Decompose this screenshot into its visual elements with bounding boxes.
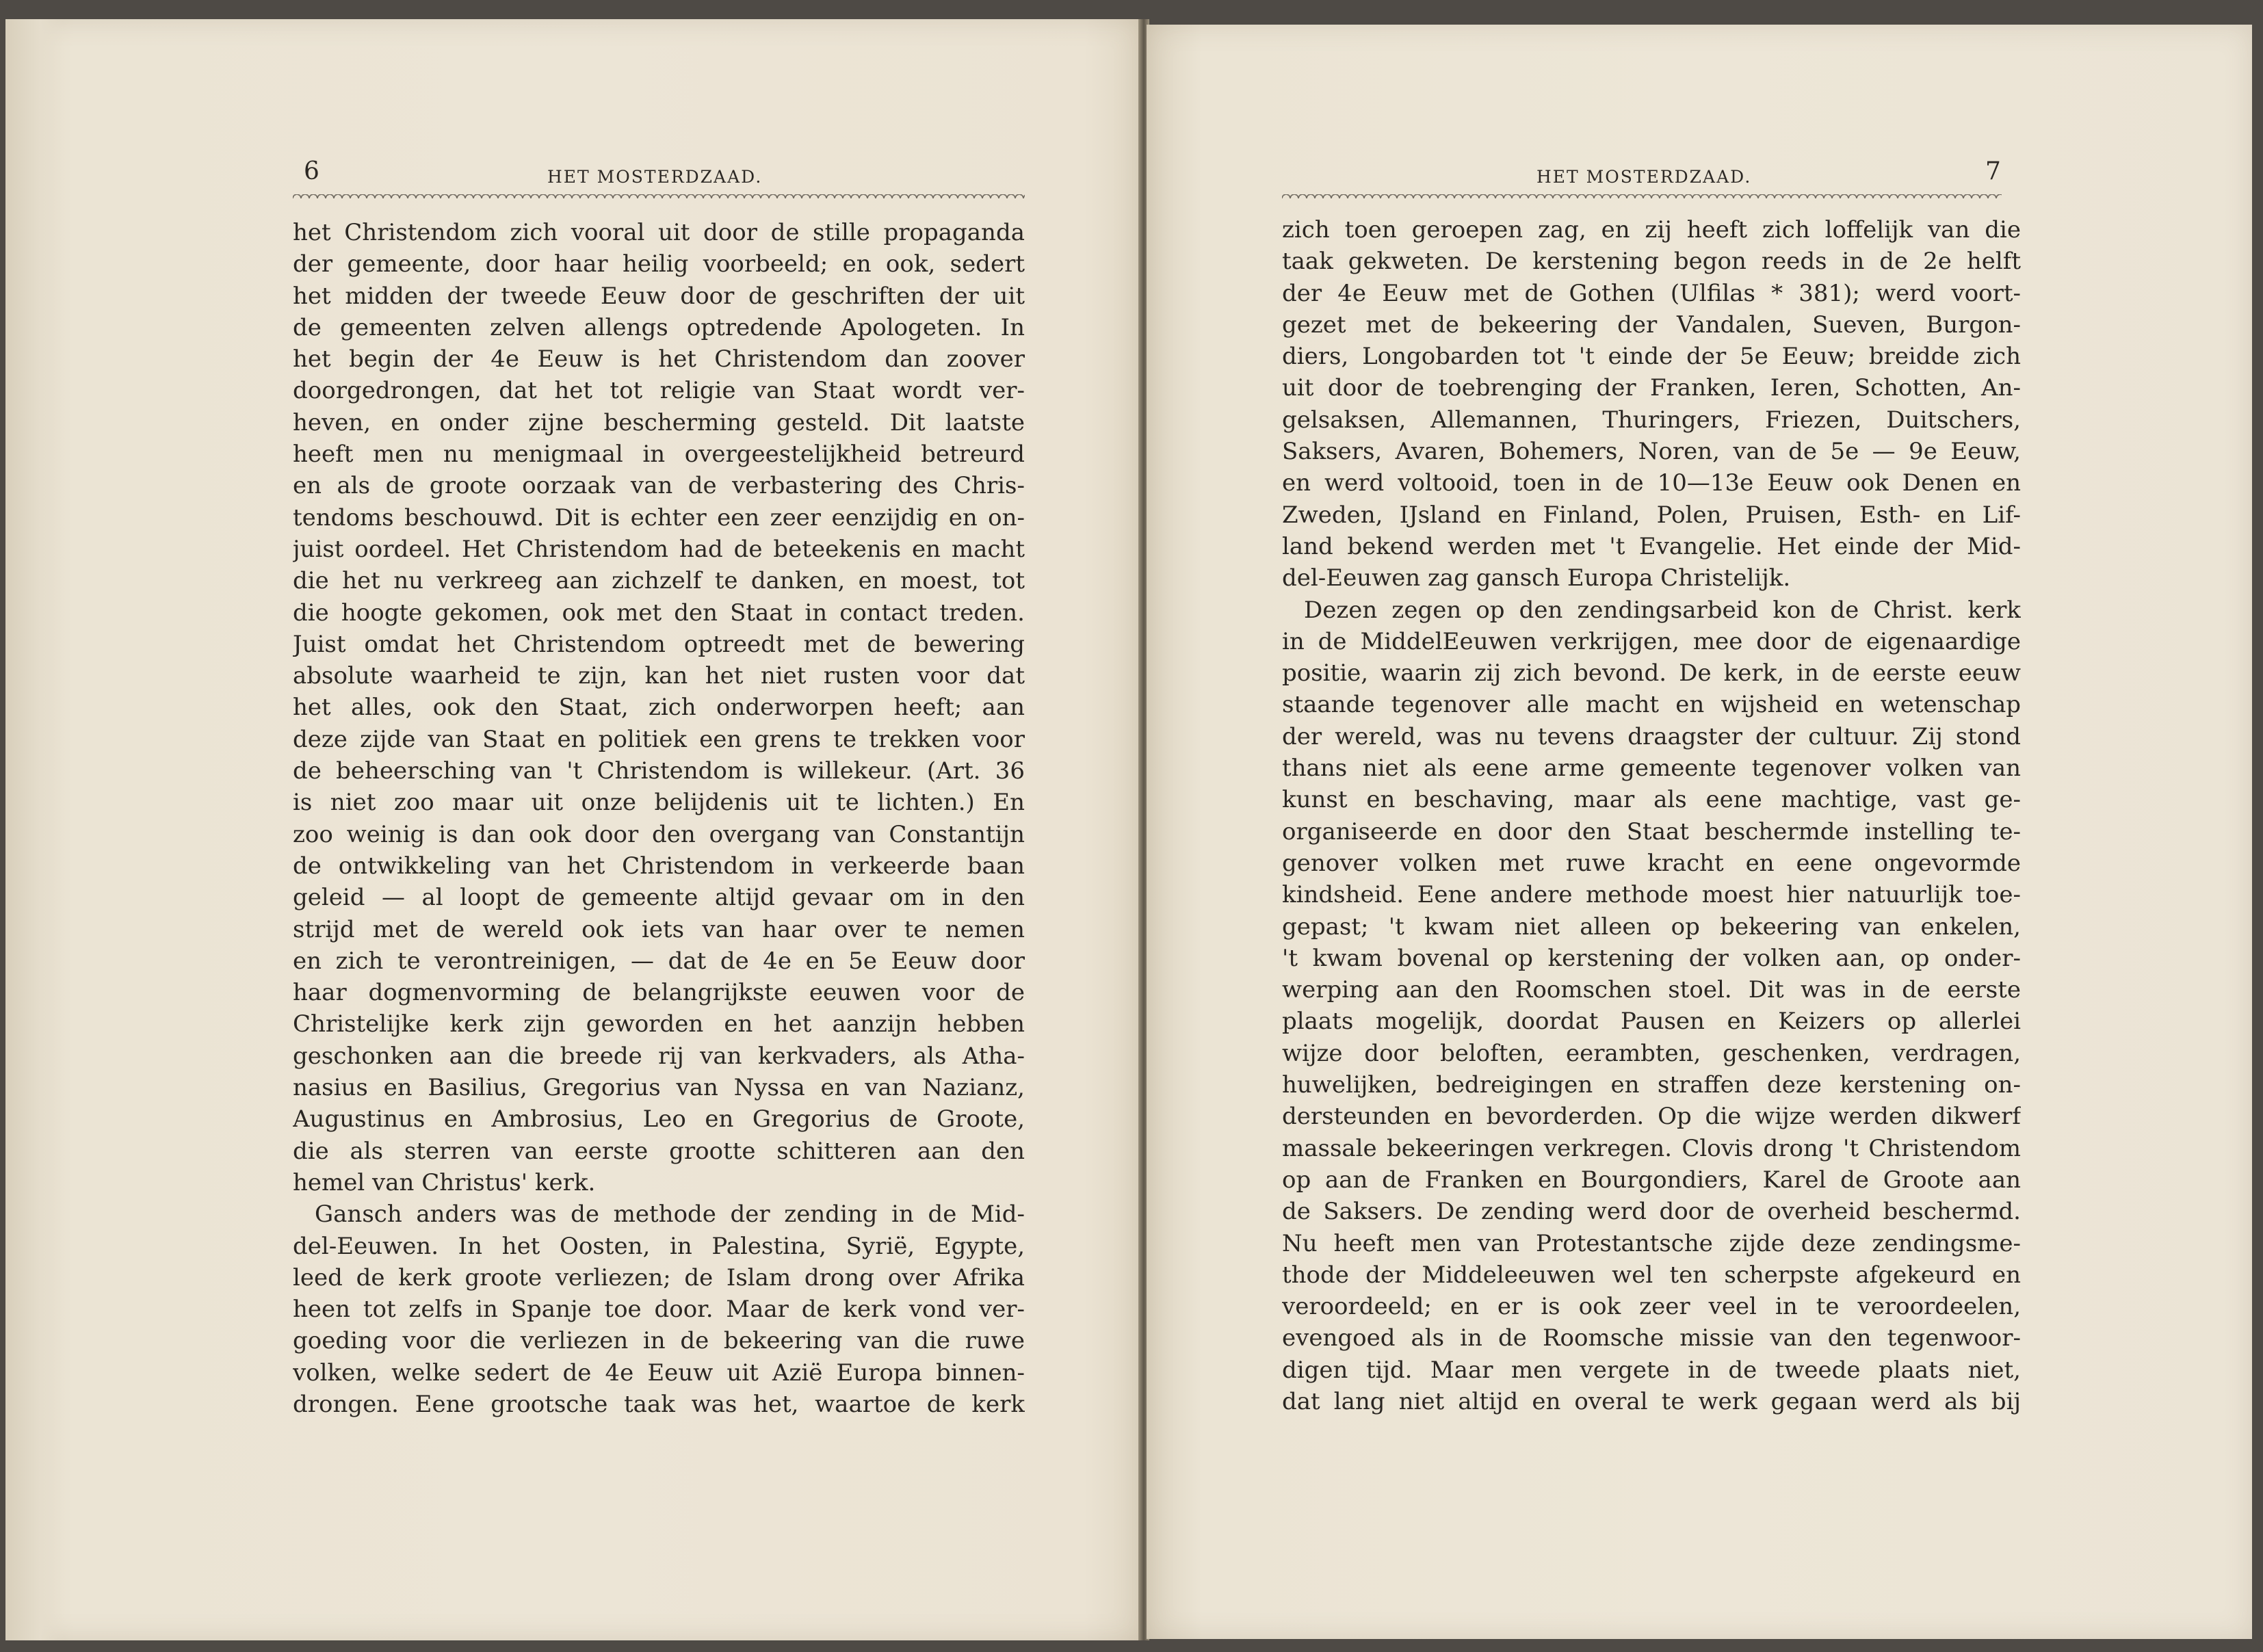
left-page-text — [293, 217, 1025, 1420]
text-line: haar dogmenvorming de belangrijkste eeuwen voor de — [293, 979, 1025, 1007]
text-line: goeding voor die verliezen in de bekeering van die ruwe — [293, 1327, 1025, 1355]
text-line: de ontwikkeling van het Christendom in verkeerde baan — [293, 852, 1025, 880]
text-line: thode der Middeleeuwen wel ten scherpste afgekeurd en — [1282, 1261, 2021, 1289]
text-line: thans niet als eene arme gemeente tegenover volken van — [1282, 755, 2021, 783]
text-line: absolute waarheid te zijn, kan het niet rusten voor dat — [293, 662, 1025, 690]
text-line: deze zijde van Staat en politiek een grens te trekken voor — [293, 725, 1025, 753]
text-line: nasius en Basilius, Gregorius van Nyssa en van Nazianz, — [293, 1074, 1025, 1102]
text-line: gelsaksen, Allemannen, Thuringers, Friezen, Duitschers, — [1282, 406, 2021, 434]
text-line: het Christendom zich vooral uit door de stille propaganda — [293, 219, 1025, 246]
text-line: Dezen zegen op den zendingsarbeid kon de Christ. kerk — [1304, 596, 2021, 624]
right-page-number: 7 — [1985, 157, 2001, 185]
text-line: uit door de toebrenging der Franken, Ieren, Schotten, An- — [1282, 374, 2021, 402]
text-line: veroordeeld; en er is ook zeer veel in te veroordeelen, — [1282, 1293, 2021, 1321]
text-line: en als de groote oorzaak van de verbastering des Chris- — [293, 472, 1025, 500]
text-line: Nu heeft men van Protestantsche zijde deze zendingsme- — [1282, 1229, 2021, 1257]
text-line: het alles, ook den Staat, zich onderworpen heeft; aan — [293, 694, 1025, 722]
text-line: de Saksers. De zending werd door de overheid beschermd. — [1282, 1198, 2021, 1226]
text-line: Juist omdat het Christendom optreedt met de bewering — [293, 630, 1025, 658]
text-line: massale bekeeringen verkregen. Clovis drong 't Christendom — [1282, 1134, 2021, 1162]
text-line: gepast; 't kwam niet alleen op bekeering van enkelen, — [1282, 913, 2021, 941]
text-line: de gemeenten zelven allengs optredende Apologeten. In — [293, 313, 1025, 341]
text-line: del-Eeuwen. In het Oosten, in Palestina, Syrië, Egypte, — [293, 1232, 1025, 1260]
text-line: kunst en beschaving, maar als eene machtige, vast ge- — [1282, 786, 2021, 814]
right-running-head: HET MOSTERDZAAD. — [1536, 167, 1752, 187]
text-line: dersteunden en bevorderden. Op die wijze werden dikwerf — [1282, 1103, 2021, 1131]
text-line: digen tijd. Maar men vergete in de tweede plaats niet, — [1282, 1356, 2021, 1384]
text-line: drongen. Eene grootsche taak was het, waartoe de kerk — [293, 1390, 1025, 1418]
text-line: heven, en onder zijne bescherming gesteld. Dit laatste — [293, 408, 1025, 436]
text-line: geleid — al loopt de gemeente altijd gevaar om in den — [293, 884, 1025, 912]
text-line: huwelijken, bedreigingen en straffen deze kerstening on- — [1282, 1071, 2021, 1099]
text-line: het midden der tweede Eeuw door de geschriften der uit — [293, 282, 1025, 310]
text-line: tendoms beschouwd. Dit is echter een zeer eenzijdig en on- — [293, 503, 1025, 532]
page-edge-shadow — [5, 19, 64, 1640]
text-line: land bekend werden met 't Evangelie. Het einde der Mid- — [1282, 532, 2021, 560]
text-line: geschonken aan die breede rij van kerkvaders, als Atha- — [293, 1042, 1025, 1070]
text-line: genover volken met ruwe kracht en eene ongevormde — [1282, 849, 2021, 877]
text-line: organiseerde en door den Staat beschermde instelling te- — [1282, 817, 2021, 845]
text-line: zich toen geroepen zag, en zij heeft zich loffelijk van die — [1282, 216, 2021, 244]
text-line: en werd voltooid, toen in de 10—13e Eeuw ook Denen en — [1282, 469, 2021, 497]
text-line: Zweden, IJsland en Finland, Polen, Pruisen, Esth- en Lif- — [1282, 501, 2021, 529]
text-line: plaats mogelijk, doordat Pausen en Keizers op allerlei — [1282, 1008, 2021, 1036]
text-line: staande tegenover alle macht en wijsheid en wetenschap — [1282, 691, 2021, 719]
text-line: heeft men nu menigmaal in overgeestelijkheid betreurd — [293, 441, 1025, 469]
text-line: op aan de Franken en Bourgondiers, Karel de Groote aan — [1282, 1166, 2021, 1194]
text-line: die het nu verkreeg aan zichzelf te danken, en moest, tot — [293, 567, 1025, 595]
text-line: juist oordeel. Het Christendom had de beteekenis en macht — [293, 535, 1025, 563]
text-line: doorgedrongen, dat het tot religie van Staat wordt ver- — [293, 377, 1025, 405]
right-page-text — [1282, 214, 2021, 1417]
text-line: der 4e Eeuw met de Gothen (Ulfilas * 381); werd voort- — [1282, 279, 2021, 307]
text-line: volken, welke sedert de 4e Eeuw uit Azië Europa binnen- — [293, 1359, 1025, 1387]
left-header-rule — [293, 194, 1025, 201]
text-line: in de MiddelEeuwen verkrijgen, mee door de eigenaardige — [1282, 627, 2021, 655]
text-line: der wereld, was nu tevens draagster der cultuur. Zij stond — [1282, 722, 2021, 750]
text-line: evengoed als in de Roomsche missie van den tegenwoor- — [1282, 1324, 2021, 1352]
right-header-rule — [1282, 194, 2002, 201]
text-line: gezet met de bekeering der Vandalen, Sueven, Burgon- — [1282, 311, 2021, 339]
text-line: werping aan den Roomschen stoel. Dit was in de eerste — [1282, 976, 2021, 1004]
text-line: de beheersching van 't Christendom is willekeur. (Art. 36 — [293, 757, 1025, 785]
left-running-head: HET MOSTERDZAAD. — [547, 167, 763, 187]
text-line: wijze door beloften, eerambten, geschenken, verdragen, — [1282, 1039, 2021, 1067]
left-page-number: 6 — [304, 157, 319, 185]
text-line: 't kwam bovenal op kerstening der volken aan, op onder- — [1282, 944, 2021, 972]
text-line: positie, waarin zij zich bevond. De kerk, in de eerste eeuw — [1282, 659, 2021, 687]
text-line: strijd met de wereld ook iets van haar over te nemen — [293, 915, 1025, 943]
text-line: Augustinus en Ambrosius, Leo en Gregorius de Groote, — [293, 1105, 1025, 1133]
text-line: heen tot zelfs in Spanje toe door. Maar de kerk vond ver- — [293, 1296, 1025, 1324]
text-line: leed de kerk groote verliezen; de Islam drong over Afrika — [293, 1263, 1025, 1292]
text-line: dat lang niet altijd en overal te werk gegaan werd als bij — [1282, 1387, 2021, 1415]
text-line: taak gekweten. De kerstening begon reeds in de 2e helft — [1282, 248, 2021, 276]
text-line: het begin der 4e Eeuw is het Christendom dan zoover — [293, 345, 1025, 373]
text-line: kindsheid. Eene andere methode moest hier natuurlijk toe- — [1282, 881, 2021, 909]
text-line: Gansch anders was de methode der zending in de Mid- — [315, 1201, 1025, 1229]
text-line: diers, Longobarden tot 't einde der 5e Eeuw; breidde zich — [1282, 343, 2021, 371]
text-line: die hoogte gekomen, ook met den Staat in contact treden. — [293, 599, 1025, 627]
text-line: del-Eeuwen zag gansch Europa Christelijk. — [1282, 564, 1791, 592]
text-line: hemel van Christus' kerk. — [293, 1168, 596, 1196]
text-line: die als sterren van eerste grootte schitteren aan den — [293, 1137, 1025, 1165]
text-line: zoo weinig is dan ook door den overgang van Constantijn — [293, 820, 1025, 848]
text-line: Saksers, Avaren, Bohemers, Noren, van de 5e — 9e Eeuw, — [1282, 438, 2021, 466]
text-line: is niet zoo maar uit onze belijdenis uit te lichten.) En — [293, 789, 1025, 817]
text-line: en zich te verontreinigen, — dat de 4e en 5e Eeuw door — [293, 947, 1025, 975]
text-line: Christelijke kerk zijn geworden en het aanzijn hebben — [293, 1010, 1025, 1038]
text-line: der gemeente, door haar heilig voorbeeld; en ook, sedert — [293, 250, 1025, 278]
